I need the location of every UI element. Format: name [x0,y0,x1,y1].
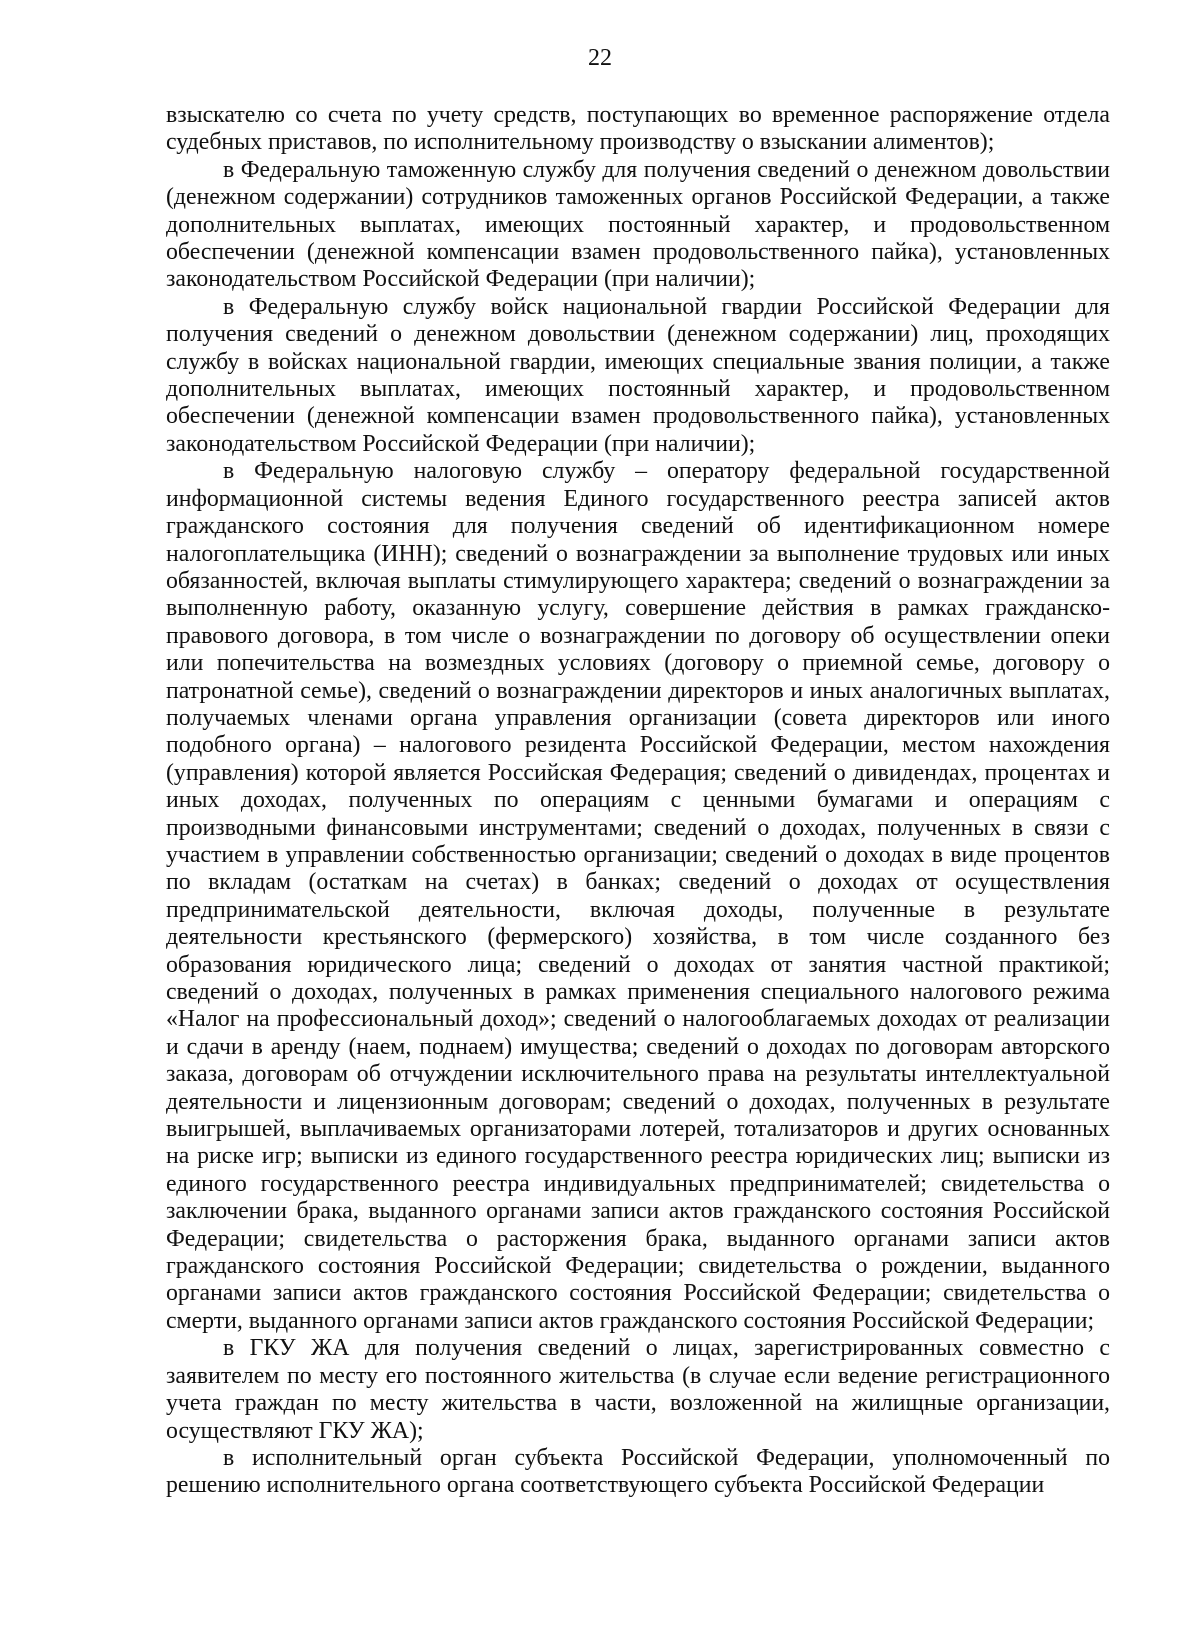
paragraph-continuation: взыскателю со счета по учету средств, поступающих во временное распоряжение отдела судебных приставов, по исполнительному производству о взыскании алиментов); [166,102,1110,156]
paragraph-tax-service: в Федеральную налоговую службу – оператору федеральной государственной информационной системы ведения Единого государственного реестра записей актов гражданского состояния для получения сведений об идентификационном номере налогоплательщика (ИНН); сведений о вознаграждении за выполнение трудовых или иных обязанностей, включая выплаты стимулирующего характера; сведений о вознаграждении за выполненную работу, оказанную услугу, совершение действия в рамках гражданско-правового договора, в том числе о вознаграждении по договору об осуществлении опеки или попечительства на возмездных условиях (договору о приемной семье, договору о патронатной семье), сведений о вознаграждении директоров и иных аналогичных выплатах, получаемых членами органа управления организации (совета директоров или иного подобного органа) – налогового резидента Российской Федерации, местом нахождения (управления) которой является Российская Федерация; сведений о дивидендах, процентах и иных доходах, полученных по операциям с ценными бумагами и операциям с производными финансовыми инструментами; сведений о доходах, полученных в связи с участием в управлении собственностью организации; сведений о доходах в виде процентов по вкладам (остаткам на счетах) в банках; сведений о доходах от осуществления предпринимательской деятельности, включая доходы, полученные в результате деятельности крестьянского (фермерского) хозяйства, в том числе созданного без образования юридического лица; сведений о доходах от занятия частной практикой; сведений о доходах, полученных в рамках применения специального налогового режима «Налог на профессиональный доход»; сведений о налогооблагаемых доходах от реализации и сдачи в аренду (наем, поднаем) имущества; сведений о доходах по договорам авторского заказа, договорам об отчуждении исключительного права на результаты интеллектуальной деятельности и лицензионным договорам; сведений о доходах, полученных в результате выигрышей, выплачиваемых организаторами лотерей, тотализаторов и других основанных на риске игр; выписки из единого государственного реестра юридических лиц; выписки из единого государственного реестра индивидуальных предпринимателей; свидетельства о заключении брака, выданного органами записи актов гражданского состояния Российской Федерации; свидетельства о расторжения брака, выданного органами записи актов гражданского состояния Российской Федерации; свидетельства о рождении, выданного органами записи актов гражданского состояния Российской Федерации; свидетельства о смерти, выданного органами записи актов гражданского состояния Российской Федерации; [166,458,1110,1334]
paragraph-gku-zha: в ГКУ ЖА для получения сведений о лицах, зарегистрированных совместно с заявителем по месту его постоянного жительства (в случае если ведение регистрационного учета граждан по месту жительства в части, возложенной на жилищные организации, осуществляют ГКУ ЖА); [166,1335,1110,1444]
document-body [166,102,1110,1500]
paragraph-executive-body: в исполнительный орган субъекта Российской Федерации, уполномоченный по решению исполнительного органа соответствующего субъекта Российской Федерации [166,1444,1110,1499]
page-number: 22 [588,45,612,71]
paragraph-customs-service: в Федеральную таможенную службу для получения сведений о денежном довольствии (денежном содержании) сотрудников таможенных органов Российской Федерации, а также дополнительных выплатах, имеющих постоянный характер, и продовольственном обеспечении (денежной компенсации взамен продовольственного пайка), установленных законодательством Российской Федерации (при наличии); [166,156,1110,293]
paragraph-national-guard: в Федеральную службу войск национальной гвардии Российской Федерации для получения сведений о денежном довольствии (денежном содержании) лиц, проходящих службу в войсках национальной гвардии, имеющих специальные звания полиции, а также дополнительных выплатах, имеющих постоянный характер, и продовольственном обеспечении (денежной компенсации взамен продовольственного пайка), установленных законодательством Российской Федерации (при наличии); [166,293,1110,457]
